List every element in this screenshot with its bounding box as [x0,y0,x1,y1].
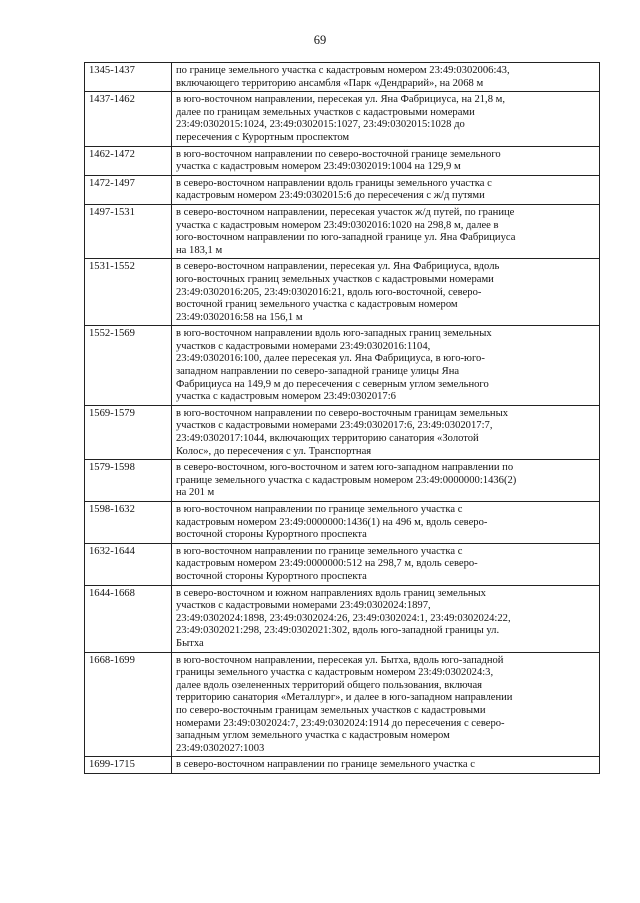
table-row [85,175,600,204]
table-row [85,405,600,459]
table-row [85,757,600,774]
table-body [85,63,600,774]
segment-range-cell: 1668-1699 [85,652,172,757]
table-row [85,204,600,258]
table-row [85,92,600,146]
table-row [85,259,600,326]
segment-range-cell: 1569-1579 [85,405,172,459]
segment-description-cell: в юго-восточном направлении по границе земельного участка с кадастровым номером 23:49:0000000:1436(1) на 496 м, вдоль северо- восточной стороны Курортного проспекта [172,502,600,544]
table-row [85,146,600,175]
table-row [85,502,600,544]
table-row [85,585,600,652]
segment-range-cell: 1497-1531 [85,204,172,258]
segment-description-cell: по границе земельного участка с кадастровым номером 23:49:0302006:43, включающего территорию ансамбля «Парк «Дендрарий», на 2068 м [172,63,600,92]
table-row [85,652,600,757]
segment-range-cell: 1462-1472 [85,146,172,175]
segment-description-cell: в юго-восточном направлении вдоль юго-западных границ земельных участков с кадастровыми номерами 23:49:0302016:1104, 23:49:0302016:100, далее пересекая ул. Яна Фабрициуса, в юго-юго- западном направлении по северо-западной границе улицы Яна Фабрициуса на 149,9 м до пересечения с северным углом земельного участка с кадастровым номером 23:49:0302017:6 [172,326,600,406]
segment-range-cell: 1579-1598 [85,460,172,502]
segment-range-cell: 1632-1644 [85,543,172,585]
segment-range-cell: 1699-1715 [85,757,172,774]
segment-description-cell: в северо-восточном направлении, пересекая ул. Яна Фабрициуса, вдоль юго-восточных границ земельных участков с кадастровыми номерами 23:49:0302016:205, 23:49:0302016:21, вдоль юго-восточной, северо- восточной границ земельного участка с кадастровым номером 23:49:0302016:58 на 156,1 м [172,259,600,326]
segment-range-cell: 1345-1437 [85,63,172,92]
segment-description-cell: в северо-восточном направлении вдоль границы земельного участка с кадастровым номером 23:49:0302015:6 до пересечения с ж/д путями [172,175,600,204]
segment-description-cell: в северо-восточном направлении, пересекая участок ж/д путей, по границе участка с кадастровым номером 23:49:0302016:1020 на 298,8 м, далее в юго-восточном направлении по юго-западной границе ул. Яна Фабрициуса на 183,1 м [172,204,600,258]
segment-description-cell: в северо-восточном направлении по границе земельного участка с [172,757,600,774]
segment-description-cell: в юго-восточном направлении по северо-восточной границе земельного участка с кадастровым номером 23:49:0302019:1004 на 129,9 м [172,146,600,175]
page-number: 69 [313,33,327,47]
segment-range-cell: 1598-1632 [85,502,172,544]
segment-description-cell: в северо-восточном и южном направлениях вдоль границ земельных участков с кадастровыми номерами 23:49:0302024:1897, 23:49:0302024:1898, 23:49:0302024:26, 23:49:0302024:1, 23:49:0302024:22, 23:49:0302021:298, 23:49:0302021:302, вдоль юго-западной границы ул. Бытха [172,585,600,652]
segment-description-cell: в юго-восточном направлении по северо-восточным границам земельных участков с кадастровыми номерами 23:49:0302017:6, 23:49:0302017:7, 23:49:0302017:1044, включающих территорию санатория «Золотой Колос», до пересечения с ул. Транспортная [172,405,600,459]
segment-description-cell: в юго-восточном направлении, пересекая ул. Бытха, вдоль юго-западной границы земельного участка с кадастровым номером 23:49:0302024:3, далее вдоль озелененных территорий общего пользования, включая территорию санатория «Металлург», и далее в юго-западном направлении по северо-восточным границам земельных участков с кадастровыми номерами 23:49:0302024:7, 23:49:0302024:1914 до пересечения с северо- западным углом земельного участка с кадастровым номером 23:49:0302027:1003 [172,652,600,757]
segment-description-cell: в юго-восточном направлении по границе земельного участка с кадастровым номером 23:49:0000000:512 на 298,7 м, вдоль северо- восточной стороны Курортного проспекта [172,543,600,585]
segment-range-cell: 1644-1668 [85,585,172,652]
table-row [85,326,600,406]
boundary-segments-table [84,62,600,774]
table-row [85,63,600,92]
table-row [85,460,600,502]
segment-range-cell: 1472-1497 [85,175,172,204]
table-row [85,543,600,585]
segment-description-cell: в юго-восточном направлении, пересекая ул. Яна Фабрициуса, на 21,8 м, далее по границам земельных участков с кадастровыми номерами 23:49:0302015:1024, 23:49:0302015:1027, 23:49:0302015:1028 до пересечения с Курортным проспектом [172,92,600,146]
segment-range-cell: 1552-1569 [85,326,172,406]
segment-range-cell: 1531-1552 [85,259,172,326]
segment-description-cell: в северо-восточном, юго-восточном и затем юго-западном направлении по границе земельного участка с кадастровым номером 23:49:0000000:1436(2) на 201 м [172,460,600,502]
segment-range-cell: 1437-1462 [85,92,172,146]
